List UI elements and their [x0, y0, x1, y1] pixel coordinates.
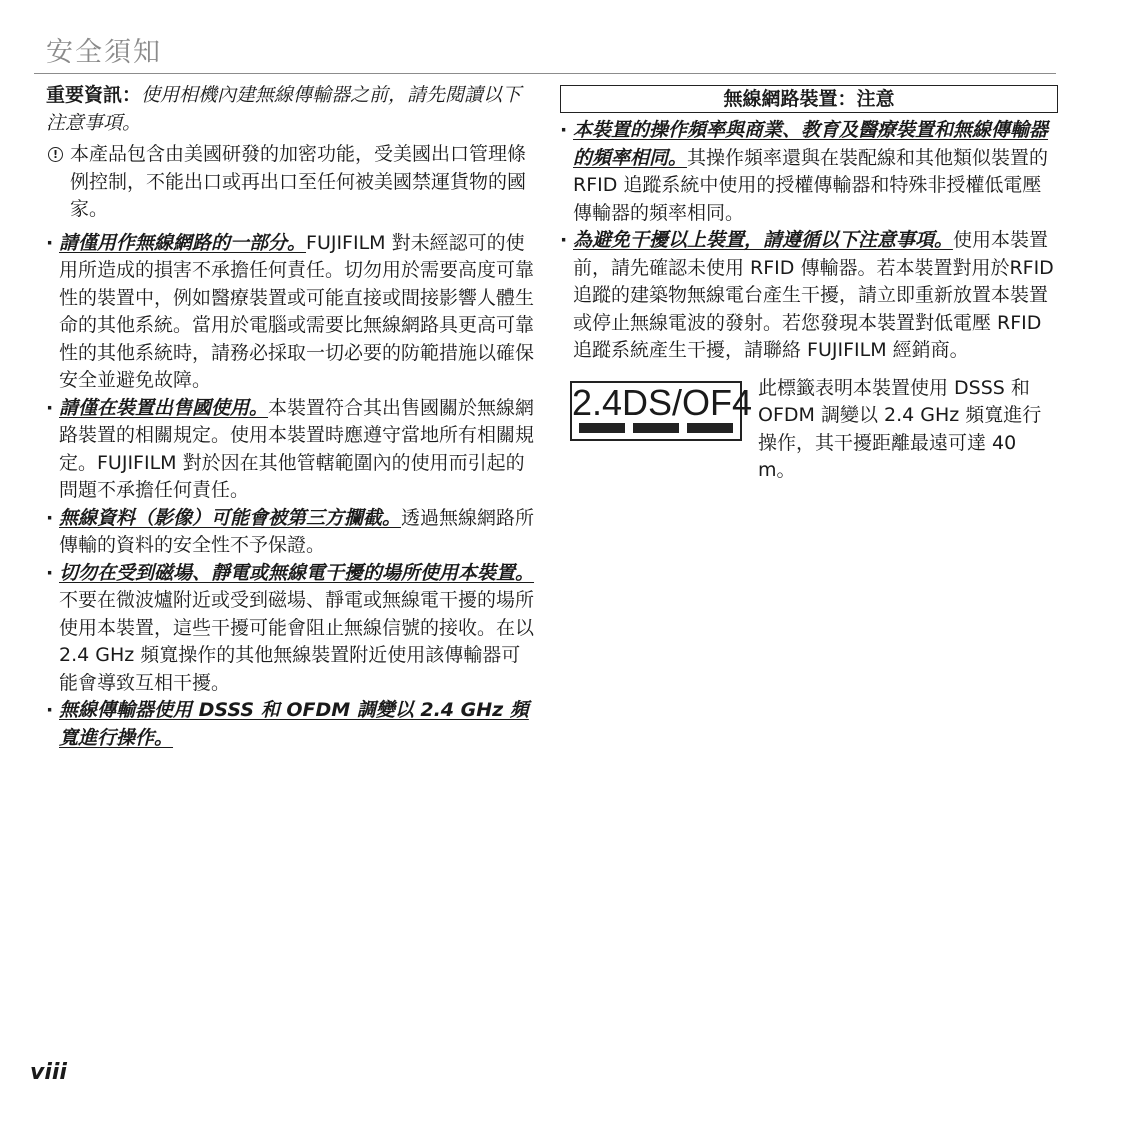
- frequency-label-text: 2.4DS/OF4: [572, 381, 753, 423]
- intro-bold: 重要資訊：: [46, 84, 142, 106]
- bullet-dot: ·: [46, 396, 54, 419]
- bullet-dot: ·: [560, 119, 568, 141]
- bullet-dot: ·: [46, 561, 54, 584]
- bullet-heading: 請僅用作無線網路的一部分。: [59, 231, 307, 254]
- frequency-label-logo: [570, 381, 753, 441]
- bullet-dot: ·: [46, 699, 54, 721]
- right-bullet-2: [560, 227, 1058, 365]
- frequency-bar: [633, 423, 679, 433]
- caution-circle-icon: !: [48, 147, 63, 162]
- frequency-bar: [579, 423, 625, 433]
- bullet-heading: 為避免干擾以上裝置，請遵循以下注意事項。: [573, 229, 954, 251]
- bullet-body: FUJIFILM 對未經認可的使用所造成的損害不承擔任何責任。切勿用於需要高度可靠性的裝置中，例如醫療裝置或可能直接或間接影響人體生命的其他系統。當用於電腦或需要比無線網路具更高可靠性的其他系統時，請務必採取一切必要的防範措施以確保安全並避免故障。: [59, 231, 535, 391]
- wireless-caution-heading: 無線網路裝置：注意: [560, 85, 1058, 113]
- bullet-heading: 切勿在受到磁場、靜電或無線電干擾的場所使用本裝置。: [59, 561, 535, 584]
- bullet-body: 其操作頻率還與在裝配線和其他類似裝置的 RFID 追蹤系統中使用的授權傳輸器和特殊非授權低電壓傳輸器的頻率相同。: [573, 146, 1049, 224]
- intro-italic: 使用相機內建無線傳輸器之前，請先閱讀以下注意事項。: [46, 84, 522, 134]
- frequency-label-section: [560, 376, 1058, 481]
- bullet-body: 透過無線網路所傳輸的資料的安全性不予保證。: [59, 506, 535, 556]
- left-bullet-5: [46, 697, 538, 752]
- page-number: viii: [30, 1060, 67, 1085]
- left-bullet-4: [46, 560, 538, 698]
- bullet-body: 不要在微波爐附近或受到磁場、靜電或無線電干擾的場所使用本裝置，這些干擾可能會阻止無線信號的接收。在以 2.4 GHz 頻寬操作的其他無線裝置附近使用該傳輸器可能會導致互相干擾。: [59, 589, 535, 694]
- right-column: [560, 85, 1058, 481]
- bullet-heading: 本裝置的操作頻率與商業、教育及醫療裝置和無線傳輸器的頻率相同。: [573, 119, 1049, 169]
- intro-paragraph: [46, 82, 538, 137]
- bullet-heading: 無線傳輸器使用 DSSS 和 OFDM 調變以 2.4 GHz 頻寬進行操作。: [59, 699, 529, 749]
- left-bullet-2: [46, 395, 538, 505]
- page-title: 安全須知: [46, 37, 162, 68]
- caution-note-text: 本產品包含由美國研發的加密功能，受美國出口管理條例控制，不能出口或再出口至任何被美國禁運貨物的國家。: [70, 143, 527, 220]
- title-divider: [34, 73, 1056, 74]
- bullet-body: 使用本裝置前，請先確認未使用 RFID 傳輸器。若本裝置對用於RFID追蹤的建築物無線電台產生干擾，請立即重新放置本裝置或停止無線電波的發射。若您發現本裝置對低電壓 RFID 追蹤系統產生干擾，請聯絡 FUJIFILM 經銷商。: [573, 229, 1054, 361]
- frequency-label-description: 此標籤表明本裝置使用 DSSS 和 OFDM 調變以 2.4 GHz 頻寬進行操作，其干擾距離最遠可達 40 m。: [758, 376, 1042, 481]
- right-bullet-1: [560, 117, 1058, 227]
- bullet-heading: 無線資料（影像）可能會被第三方攔截。: [59, 506, 402, 529]
- left-bullet-3: [46, 505, 538, 560]
- bullet-dot: ·: [46, 506, 54, 529]
- caution-note: [46, 141, 538, 224]
- left-column: [46, 82, 538, 752]
- bullet-body: 本裝置符合其出售國關於無線網路裝置的相關規定。使用本裝置時應遵守當地所有相關規定。FUJIFILM 對於因在其他管轄範圍內的使用而引起的問題不承擔任何責任。: [59, 396, 535, 501]
- bullet-dot: ·: [560, 229, 568, 251]
- bullet-heading: 請僅在裝置出售國使用。: [59, 396, 269, 419]
- left-bullet-1: [46, 230, 538, 395]
- bullet-dot: ·: [46, 231, 54, 254]
- frequency-bar: [687, 423, 733, 433]
